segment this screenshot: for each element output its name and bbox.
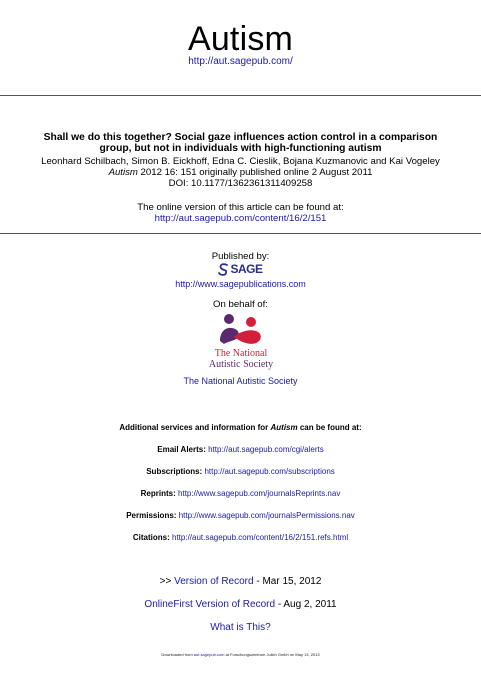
version-of-record <box>0 576 481 588</box>
what-is-this-link[interactable]: What is This? <box>210 622 271 633</box>
service-label: Permissions: <box>126 511 177 520</box>
service-link[interactable]: http://aut.sagepub.com/subscriptions <box>204 467 335 476</box>
article-citation <box>0 167 481 178</box>
sage-logo[interactable] <box>0 262 481 276</box>
nas-logo-line1: The National <box>214 348 267 359</box>
download-footer <box>0 652 481 658</box>
sage-url[interactable] <box>0 279 481 290</box>
service-label: Citations: <box>132 533 170 542</box>
footer-pre: Downloaded from <box>161 652 194 657</box>
nas-logo[interactable] <box>0 313 481 371</box>
services-heading <box>0 423 481 433</box>
nas-logo-line2: Autistic Society <box>208 359 273 370</box>
services-heading-journal: Autism <box>270 423 298 432</box>
on-behalf-label: On behalf of: <box>213 299 268 310</box>
service-permissions <box>0 511 481 521</box>
service-citations <box>0 533 481 543</box>
vor-link[interactable]: Version of Record <box>174 576 254 587</box>
service-label: Subscriptions: <box>146 467 203 476</box>
what-is-this[interactable] <box>0 622 481 634</box>
vor-prefix: >> <box>159 576 175 587</box>
article-authors: Leonhard Schilbach, Simon B. Eickhoff, Edna C. Cieslik, Bojana Kuzmanovic and Kai Vogeley <box>41 156 440 167</box>
ofv-date: - Aug 2, 2011 <box>275 599 337 610</box>
service-reprints <box>0 489 481 499</box>
footer-post: at Forschungszentrum Julich Gmbh on May 13, 2013 <box>224 652 320 657</box>
service-link[interactable]: http://www.sagepub.com/journalsPermissions.nav <box>178 511 355 520</box>
service-subscriptions <box>0 467 481 477</box>
nas-name[interactable] <box>0 376 481 387</box>
online-version-text: The online version of this article can be found at: <box>137 202 344 213</box>
services-heading-post: can be found at: <box>297 423 362 432</box>
nas-name-link[interactable]: The National Autistic Society <box>183 376 298 386</box>
sage-logo-text: SAGE <box>230 262 263 276</box>
nas-figure-red-head <box>246 317 256 327</box>
citation-details: 2012 16: 151 originally published online 2 August 2011 <box>137 167 373 178</box>
services-heading-pre: Additional services and information for <box>119 423 271 432</box>
sage-swirl-icon <box>218 263 229 276</box>
service-link[interactable]: http://www.sagepub.com/journalsReprints.nav <box>178 489 341 498</box>
article-title-line2: group, but not in individuals with high-functioning autism <box>99 143 382 154</box>
vor-date: - Mar 15, 2012 <box>253 576 322 587</box>
footer-site-link[interactable]: aut.sagepub.com <box>193 652 225 657</box>
service-label: Email Alerts: <box>157 445 206 454</box>
citation-journal: Autism <box>108 167 138 178</box>
sage-url-link[interactable]: http://www.sagepublications.com <box>175 279 306 289</box>
service-label: Reprints: <box>140 489 176 498</box>
published-by-label: Published by: <box>211 251 270 262</box>
service-link[interactable]: http://aut.sagepub.com/cgi/alerts <box>208 445 324 454</box>
journal-url[interactable] <box>0 56 481 68</box>
article-doi: DOI: 10.1177/1362361311409258 <box>168 178 313 189</box>
article-title <box>0 132 481 154</box>
online-version-link[interactable]: http://aut.sagepub.com/content/16/2/151 <box>154 213 327 224</box>
nas-logo-graphic <box>196 313 286 371</box>
article-title-line1: Shall we do this together? Social gaze influences action control in a comparison <box>43 132 438 143</box>
divider-bottom <box>0 233 481 234</box>
ofv-link[interactable]: OnlineFirst Version of Record <box>144 599 276 610</box>
service-email-alerts <box>0 445 481 455</box>
nas-figure-purple-head <box>224 314 234 324</box>
online-version-url[interactable] <box>0 213 481 224</box>
journal-title: Autism <box>187 20 294 58</box>
divider-top <box>0 95 481 96</box>
journal-url-link[interactable]: http://aut.sagepub.com/ <box>188 56 293 67</box>
service-link[interactable]: http://aut.sagepub.com/content/16/2/151.refs.html <box>172 533 349 542</box>
onlinefirst-version <box>0 599 481 611</box>
